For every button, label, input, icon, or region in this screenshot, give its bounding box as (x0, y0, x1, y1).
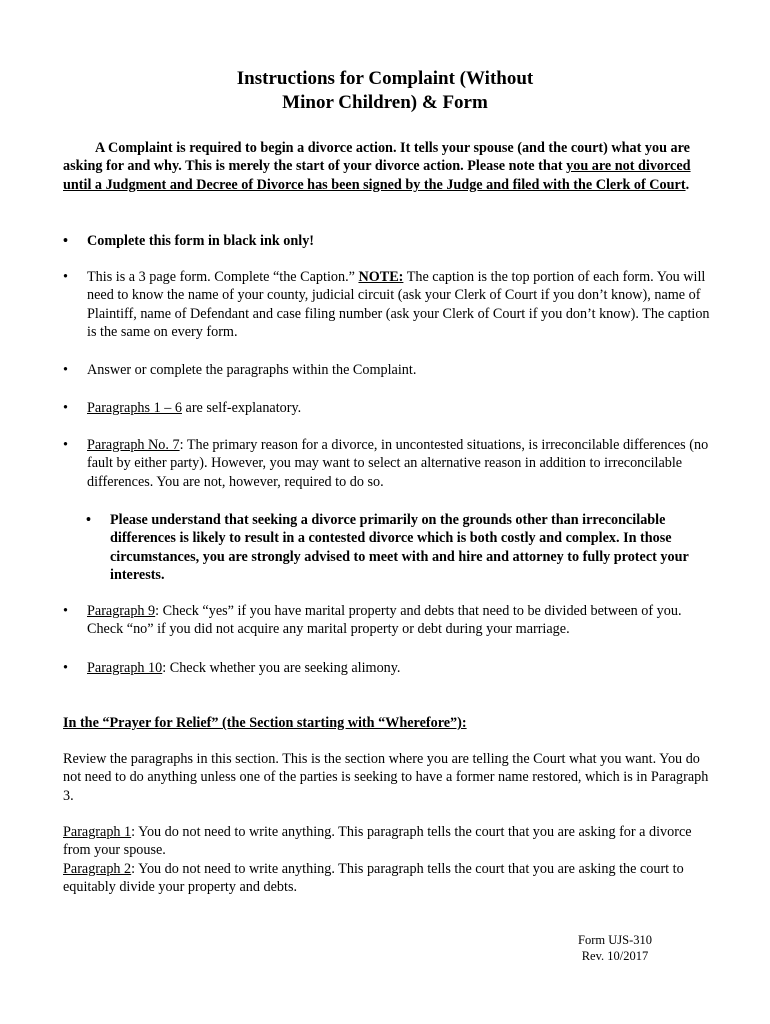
bullet-icon: • (63, 603, 68, 619)
intro-text: A Complaint is required to begin a divorce action. It tells your spouse (and the court) what you are asking for and why. This is merely the start of your divorce action. Please note that (63, 140, 690, 175)
paragraph-label: Paragraph No. 7 (87, 437, 180, 453)
paragraph-text: : You do not need to write anything. This paragraph tells the court that you are asking the court to equitably divide your property and debts. (63, 861, 684, 896)
bullet-answer-paragraphs (63, 361, 713, 379)
bullet-text: This is a 3 page form. Complete “the Caption.” (87, 269, 359, 285)
bullet-paragraph-7 (63, 436, 713, 491)
bullet-paragraph-10 (63, 659, 713, 677)
bullet-icon: • (63, 269, 68, 285)
paragraph-text: : You do not need to write anything. This paragraph tells the court that you are asking for a divorce from your spouse. (63, 824, 692, 859)
paragraph-label: Paragraph 9 (87, 603, 156, 619)
bullet-icon: • (63, 233, 68, 249)
note-label: NOTE: (358, 269, 404, 285)
bullet-icon: • (63, 400, 68, 416)
paragraph-label: Paragraph 1 (63, 824, 132, 840)
bullet-text: : Check whether you are seeking alimony. (162, 660, 401, 676)
sub-bullet-warning (86, 511, 711, 585)
prayer-review-paragraph: Review the paragraphs in this section. This is the section where you are telling the Court what you want. You do not need to do anything unless one of the parties is seeking to have a former name restored, which is in Paragraph 3. (63, 751, 709, 804)
bullet-icon: • (63, 660, 68, 676)
bullet-black-ink (63, 232, 713, 250)
revision-date: Rev. 10/2017 (581, 949, 649, 963)
bullet-icon: • (63, 362, 68, 378)
prayer-paragraph-2 (63, 860, 713, 897)
bullet-caption (63, 268, 713, 342)
bullet-text: Complete this form in black ink only! (87, 233, 315, 249)
bullet-text: Answer or complete the paragraphs within the Complaint. (87, 362, 417, 378)
bullet-text-continued: The caption is the top portion of each form. You will need to know the name of your county, judicial circuit (ask your Clerk of Court if you don’t know), name of Plaintiff, name of Defendant and case filing number (ask your Clerk of Court if you don’t know). The caption is the same on every form. (87, 269, 710, 341)
intro-underlined-text: you are not divorced until a Judgment and Decree of Divorce has been signed by the Judge and filed with the Clerk of Court (63, 158, 691, 193)
paragraph-label: Paragraph 2 (63, 861, 132, 877)
form-number: Form UJS-310 (578, 933, 652, 947)
form-footer (555, 932, 675, 964)
paragraph-label: Paragraphs 1 – 6 (87, 400, 182, 416)
bullet-paragraph-9 (63, 602, 713, 639)
prayer-paragraph-1 (63, 823, 713, 860)
prayer-heading: In the “Prayer for Relief” (the Section starting with “Wherefore”): (63, 715, 467, 731)
bullet-text: are self-explanatory. (181, 400, 302, 416)
bullet-text: : The primary reason for a divorce, in uncontested situations, is irreconcilable differences (no fault by either party). However, you may want to select an alternative reason in addition to irreconcilable differences. You are not, however, required to do so. (87, 437, 709, 490)
bullet-text: : Check “yes” if you have marital property and debts that need to be divided between of you. Check “no” if you did not acquire any marital property or debt during your marriage. (87, 603, 682, 638)
page-title (0, 67, 770, 115)
paragraph-label: Paragraph 10 (87, 660, 163, 676)
bullet-icon: • (86, 512, 91, 528)
warning-text: Please understand that seeking a divorce primarily on the grounds other than irreconcilable differences is likely to result in a contested divorce which is both costly and complex. In those circumstances, you are strongly advised to meet with and hire and attorney to fully protect your interests. (110, 512, 689, 584)
intro-paragraph (63, 139, 713, 194)
title-line-2: Minor Children) & Form (282, 92, 488, 113)
bullet-paragraphs-1-6 (63, 399, 713, 417)
intro-end: . (685, 176, 690, 193)
title-line-1: Instructions for Complaint (Without (236, 68, 534, 89)
bullet-icon: • (63, 437, 68, 453)
